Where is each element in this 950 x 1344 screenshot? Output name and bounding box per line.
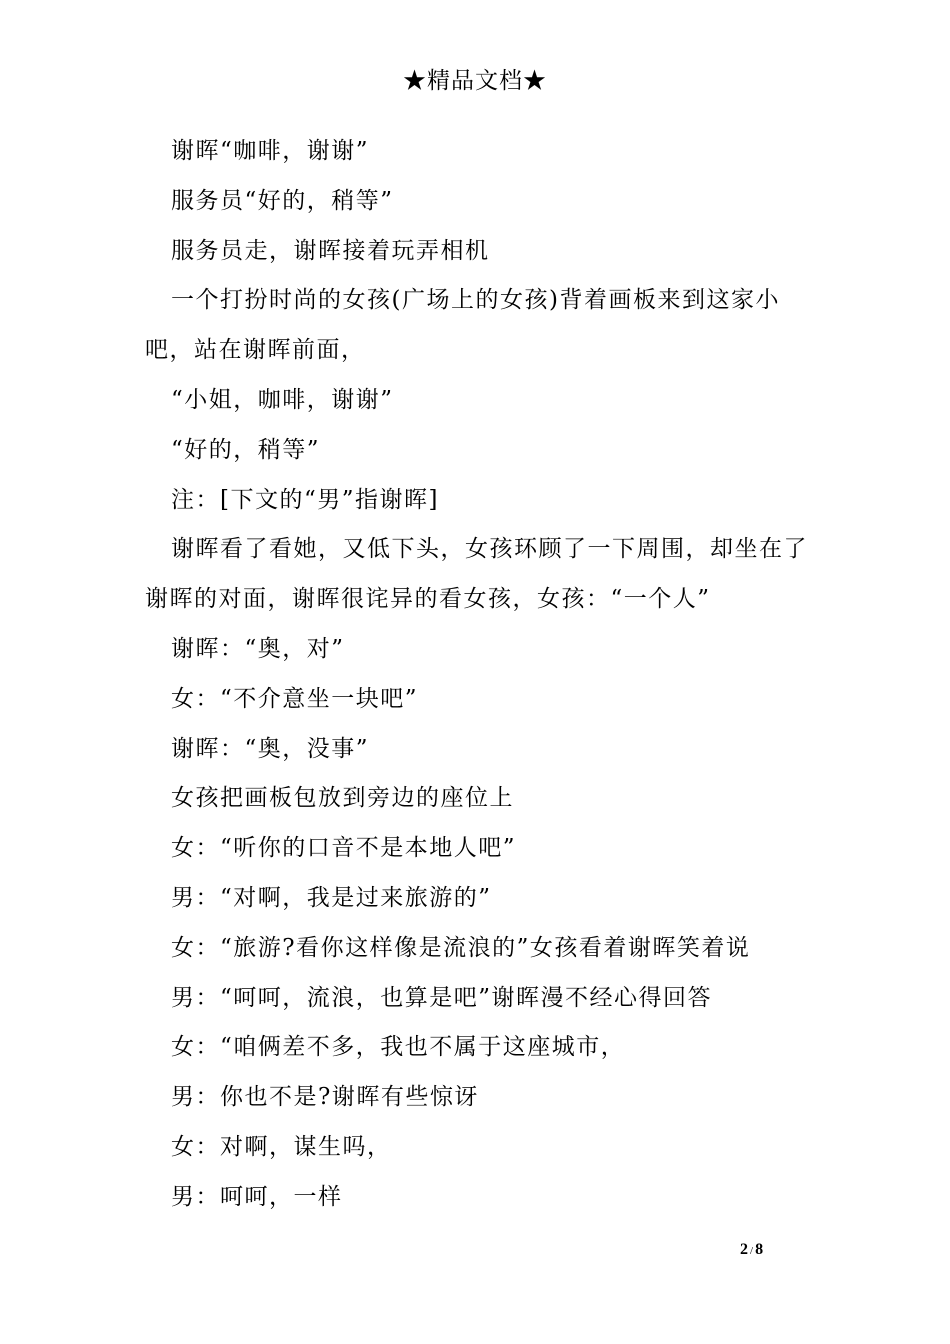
paragraph: 女：对啊，谋生吗， (171, 1133, 392, 1160)
paragraph: 女：“旅游?看你这样像是流浪的”女孩看着谢晖笑着说 (171, 934, 751, 961)
paragraph: 女：“听你的口音不是本地人吧” (171, 835, 517, 862)
paragraph: “好的，稍等” (171, 436, 321, 463)
paragraph: 女：“咱俩差不多，我也不属于这座城市， (171, 1034, 626, 1061)
paragraph: 女：“不介意坐一块吧” (171, 685, 419, 712)
page-number (740, 1240, 800, 1261)
paragraph: 女孩把画板包放到旁边的座位上 (171, 785, 514, 812)
header-title: ★精品文档★ (403, 68, 547, 94)
paragraph: 一个打扮时尚的女孩(广场上的女孩)背着画板来到这家小吧，站在谢晖前面， (145, 287, 780, 364)
current-page: 2 (740, 1241, 748, 1258)
paragraph: 男：“对啊，我是过来旅游的” (171, 884, 492, 911)
paragraph: “小姐，咖啡，谢谢” (171, 386, 394, 413)
paragraph: 谢晖：“奥，对” (171, 635, 345, 662)
paragraph: 注：[下文的“男”指谢晖] (171, 486, 439, 513)
paragraph: 男：“呵呵，流浪，也算是吧”谢晖漫不经心得回答 (171, 984, 713, 1011)
paragraph: 男：你也不是?谢晖有些惊讶 (171, 1084, 479, 1111)
page-header (0, 64, 950, 98)
paragraph: 服务员走，谢晖接着玩弄相机 (171, 237, 490, 264)
total-pages: 8 (755, 1241, 764, 1258)
paragraph: 谢晖“咖啡，谢谢” (171, 138, 370, 164)
document-body (145, 127, 810, 1223)
paragraph: 服务员“好的，稍等” (171, 187, 394, 214)
paragraph: 谢晖：“奥，没事” (171, 735, 370, 762)
paragraph: 男：呵呵，一样 (171, 1183, 343, 1210)
page-separator: / (750, 1245, 754, 1257)
paragraph: 谢晖看了看她，又低下头，女孩环顾了一下周围，却坐在了谢晖的对面，谢晖很诧异的看女孩，女孩：“一个人” (145, 536, 808, 613)
